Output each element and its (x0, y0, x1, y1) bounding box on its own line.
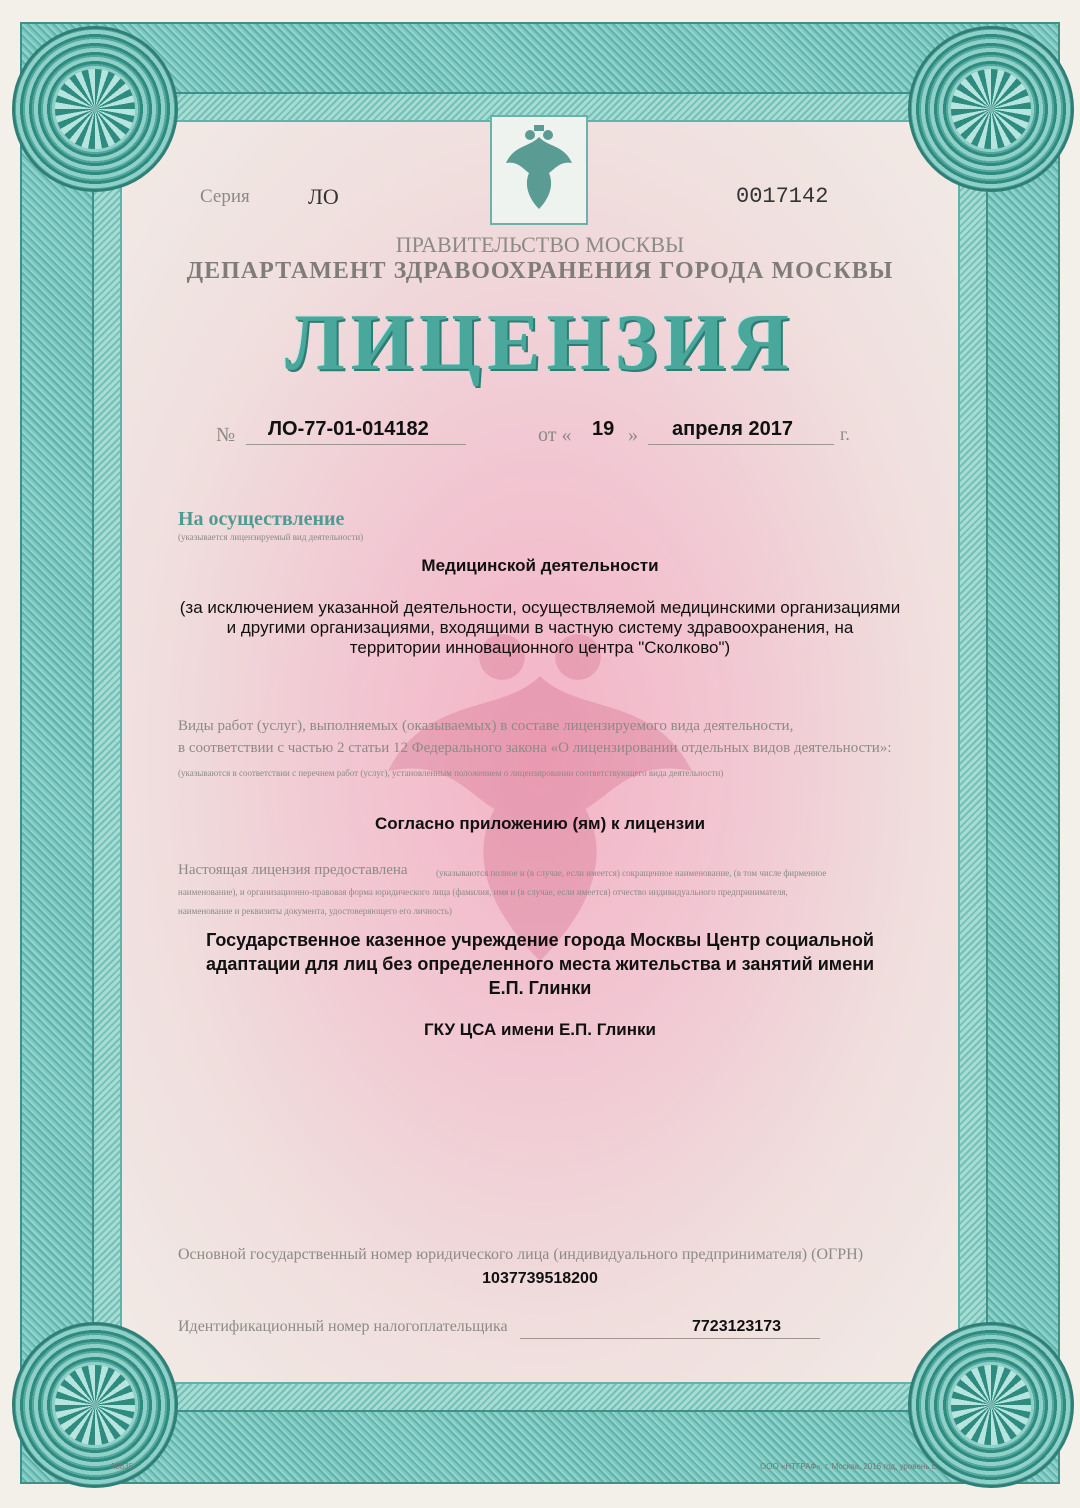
year-suffix: г. (840, 424, 850, 444)
holder-full-name-line: Государственное казенное учреждение города Москвы Центр социальной (206, 930, 874, 950)
inn-label: Идентификационный номер налогоплательщика (178, 1318, 508, 1335)
works-label-line: Виды работ (услуг), выполняемых (оказываемых) в составе лицензируемого вида деятельности, (178, 718, 794, 734)
inn-value: 7723123173 (692, 1318, 781, 1335)
license-number: ЛО-77-01-014182 (268, 418, 429, 440)
activity-note-line: и другими организациями, входящими в частную систему здравоохранения, на (226, 618, 854, 637)
works-hint: (указываются в соответствии с перечнем работ (услуг), установленным положением о лицензировании соответствующего вида деятельности) (178, 768, 724, 778)
serial-number: 0017142 (736, 184, 829, 209)
holder-label: Настоящая лицензия предоставлена (178, 862, 408, 878)
series-label: Серия (200, 186, 250, 207)
date-day-close: » (628, 424, 638, 446)
activity-hint: (указывается лицензируемый вид деятельности) (178, 532, 364, 542)
coat-of-arms-emblem (490, 115, 588, 225)
government-title: ПРАВИТЕЛЬСТВО МОСКВЫ (395, 232, 685, 257)
ogrn-value: 1037739518200 (482, 1270, 598, 1287)
holder-hint-line: наименование), и организационно-правовая форма юридического лица (фамилия, имя и (в случае, если имеется) отчество индивидуального предпринимателя, (178, 887, 788, 897)
number-underline (246, 444, 466, 445)
holder-hint-line: наименование и реквизиты документа, удостоверяющего его личность) (178, 906, 452, 916)
license-day: 19 (592, 418, 615, 440)
holder-full-name-line: Е.П. Глинки (488, 978, 592, 998)
holder-hint-line: (указываются полное и (в случае, если имеется) сокращенное наименование, (в том числе фирменное (436, 868, 827, 878)
activity-name: Медицинской деятельности (421, 556, 659, 575)
footer-code: А3835 (110, 1462, 134, 1471)
holder-full-name-line: адаптации для лиц без определенного места жительства и занятий имени (205, 954, 875, 974)
date-from-label: от « (538, 424, 572, 446)
double-headed-eagle-icon (492, 117, 586, 223)
holder-short-name: ГКУ ЦСА имени Е.П. Глинки (424, 1020, 656, 1039)
license-month-year: апреля 2017 (672, 418, 793, 440)
footer-printer: ООО «НТГРАФ», г. Москва, 2016 год, уровень Б (760, 1462, 937, 1471)
department-title: ДЕПАРТАМЕНТ ЗДРАВООХРАНЕНИЯ ГОРОДА МОСКВЫ (186, 258, 894, 284)
works-label-line: в соответствии с частью 2 статьи 12 Федерального закона «О лицензировании отдельных видов деятельности»: (178, 740, 892, 756)
ogrn-label: Основной государственный номер юридического лица (индивидуального предпринимателя) (ОГРН) (178, 1246, 864, 1263)
activity-label: На осуществление (178, 508, 345, 530)
activity-note-line: (за исключением указанной деятельности, осуществляемой медицинскими организациями (179, 598, 901, 617)
works-value: Согласно приложению (ям) к лицензии (374, 814, 706, 833)
document-title: ЛИЦЕНЗИЯ (285, 299, 795, 387)
series-value: ЛО (308, 184, 339, 209)
rosette-bottom-left-icon (12, 1322, 178, 1488)
date-underline (648, 444, 834, 445)
number-label: № (216, 424, 236, 446)
rosette-top-right-icon (908, 26, 1074, 192)
inn-underline (520, 1338, 820, 1339)
activity-note-line: территории инновационного центра "Сколково") (349, 638, 731, 657)
rosette-top-left-icon (12, 26, 178, 192)
